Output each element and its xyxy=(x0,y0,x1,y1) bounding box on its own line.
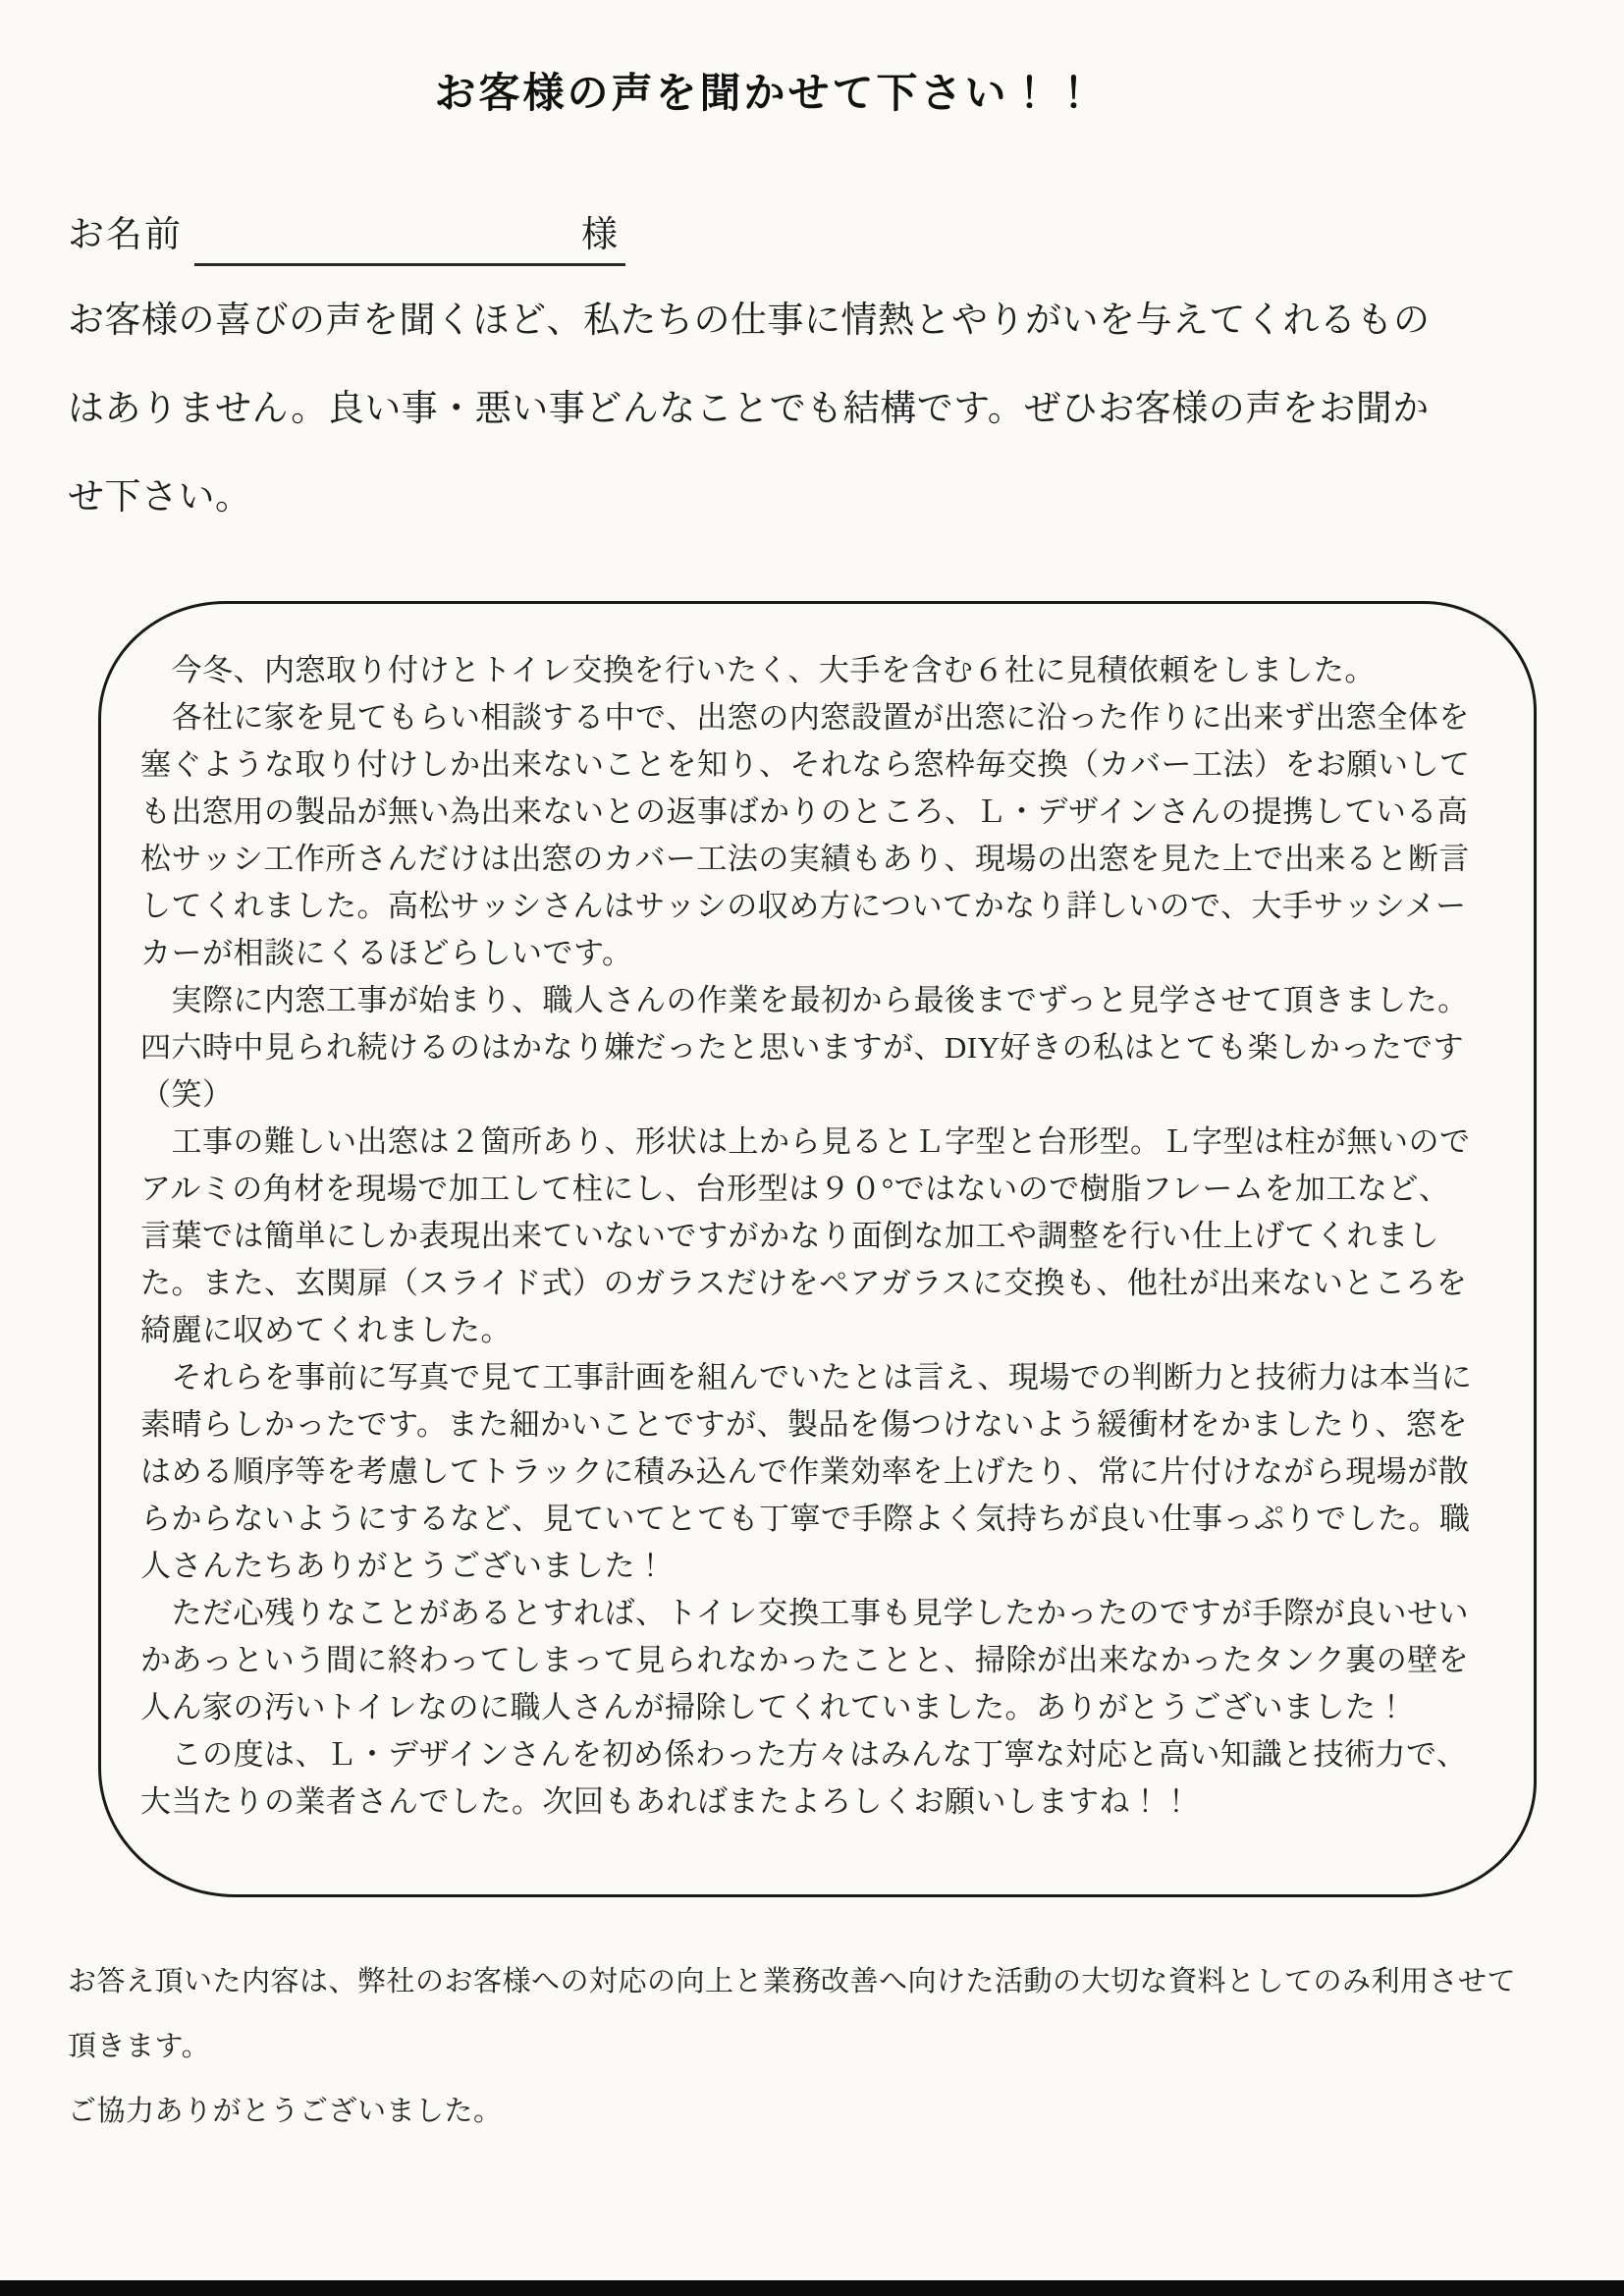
testimonial-line: 今冬、内窓取り付けとトイレ交換を行いたく、大手を含む６社に見積依頼をしました。 xyxy=(140,653,1376,687)
intro-line: はありません。良い事・悪い事どんなことでも結構です。ぜひお客様の声をお聞か xyxy=(68,389,1430,429)
testimonial-line: カーが相談にくるほどらしいです。 xyxy=(140,936,633,970)
testimonial-line: それらを事前に写真で見て工事計画を組んでいたとは言え、現場での判断力と技術力は本当に xyxy=(140,1360,1473,1394)
testimonial-line: この度は、Ｌ・デザインさんを初め係わった方々はみんな丁寧な対応と高い知識と技術力で、 xyxy=(140,1737,1468,1772)
testimonial-box xyxy=(98,601,1537,1897)
footer-line: 頂きます。 xyxy=(68,2031,211,2062)
testimonial-line: 言葉では簡単にしか表現出来ていないですがかなり面倒な加工や調整を行い仕上げてくれまし xyxy=(140,1219,1439,1253)
testimonial-line: 工事の難しい出窓は２箇所あり、形状は上から見るとＬ字型と台形型。Ｌ字型は柱が無いので xyxy=(140,1124,1471,1159)
testimonial-line: た。また、玄関扉（スライド式）のガラスだけをペアガラスに交換も、他社が出来ないところを xyxy=(140,1266,1468,1300)
testimonial-line: 素晴らしかったです。また細かいことですが、製品を傷つけないよう緩衝材をかましたり、窓を xyxy=(140,1407,1469,1442)
testimonial-line: 綺麗に収めてくれました。 xyxy=(140,1313,512,1347)
testimonial-line: してくれました。高松サッシさんはサッシの収め方についてかなり詳しいので、大手サッシメー xyxy=(140,889,1467,923)
intro-line: せ下さい。 xyxy=(68,477,252,518)
testimonial-line: アルミの角材を現場で加工して柱にし、台形型は９０°ではないので樹脂フレームを加工など、 xyxy=(140,1172,1450,1206)
intro-paragraph xyxy=(68,277,1491,542)
intro-line: お客様の喜びの声を聞くほど、私たちの仕事に情熱とやりがいを与えてくれるもの xyxy=(68,301,1431,341)
testimonial-line: 実際に内窓工事が始まり、職人さんの作業を最初から最後までずっと見学させて頂きました。 xyxy=(140,983,1469,1017)
testimonial-line: （笑） xyxy=(140,1077,234,1112)
testimonial-line: はめる順序等を考慮してトラックに積み込んで作業効率を上げたり、常に片付けながら現場が散 xyxy=(140,1454,1470,1489)
testimonial-line: 四六時中見られ続けるのはかなり嫌だったと思いますが、DIY好きの私はとても楽しかったです xyxy=(140,1030,1465,1065)
footer-line: お答え頂いた内容は、弊社のお客様への対応の向上と業務改善へ向けた活動の大切な資料としてのみ利用させて xyxy=(68,1966,1517,1997)
testimonial-line: 各社に家を見てもらい相談する中で、出窓の内窓設置が出窓に沿った作りに出来ず出窓全体を xyxy=(140,700,1470,735)
testimonial-line: も出窓用の製品が無い為出来ないとの返事ばかりのところ、Ｌ・デザインさんの提携している高 xyxy=(140,794,1469,829)
name-field-row xyxy=(68,204,625,266)
footer-note xyxy=(68,1949,1517,2144)
testimonial-line: 人さんたちありがとうございました！ xyxy=(140,1549,667,1583)
testimonial-line: かあっという間に終わってしまって見られなかったことと、掃除が出来なかったタンク裏の壁を xyxy=(140,1643,1470,1677)
testimonial-line: らからないようにするなど、見ていてとても丁寧で手際よく気持ちが良い仕事っぷりでした。職 xyxy=(140,1502,1471,1536)
page-title: お客様の声を聞かせて下さい！！ xyxy=(434,72,1098,117)
name-fill-line xyxy=(194,204,625,266)
testimonial-line: 松サッシ工作所さんだけは出窓のカバー工法の実績もあり、現場の出窓を見た上で出来ると断言 xyxy=(140,842,1470,876)
testimonial-line: ただ心残りなことがあるとすれば、トイレ交換工事も見学したかったのですが手際が良いせい xyxy=(140,1596,1469,1630)
scan-edge-artifact xyxy=(0,2280,1624,2296)
testimonial-line: 塞ぐような取り付けしか出来ないことを知り、それなら窓枠毎交換（カバー工法）をお願いして xyxy=(140,747,1471,782)
testimonial-line: 大当たりの業者さんでした。次回もあればまたよろしくお願いしますね！！ xyxy=(140,1784,1192,1819)
testimonial-line: 人ん家の汚いトイレなのに職人さんが掃除してくれていました。ありがとうございました！ xyxy=(140,1690,1407,1724)
name-label: お名前 xyxy=(68,215,183,255)
name-honorific-suffix: 様 xyxy=(581,215,620,255)
footer-line: ご協力ありがとうございました。 xyxy=(68,2096,503,2127)
testimonial-text xyxy=(140,647,1505,1826)
